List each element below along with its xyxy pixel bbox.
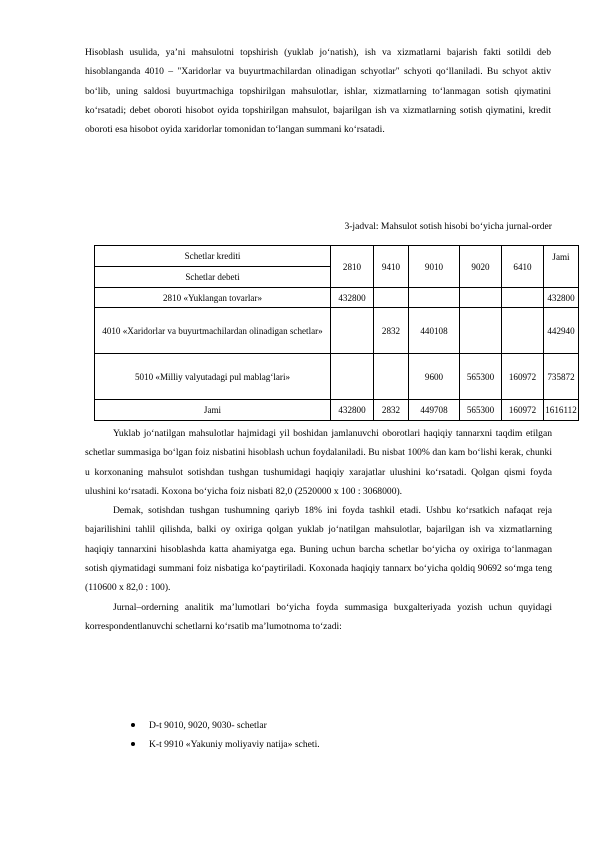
- table-cell: 565300: [460, 354, 502, 400]
- table-cell: [460, 288, 502, 308]
- table-cell: 565300: [460, 400, 502, 421]
- table-cell: [502, 288, 544, 308]
- table-cell: 9600: [409, 354, 460, 400]
- table-cell: [374, 288, 409, 308]
- table-row: [95, 288, 579, 308]
- row-total: 1616112: [544, 400, 579, 421]
- table-row: [95, 354, 579, 400]
- header-debit: Schetlar debeti: [95, 267, 331, 288]
- journal-order-table: [94, 245, 579, 421]
- table-cell: 2832: [374, 400, 409, 421]
- row-total: 442940: [544, 308, 579, 354]
- list-item-text: K-t 9910 «Yakuniy moliyaviy natija» scheti.: [149, 739, 320, 751]
- row-label: 4010 «Xaridorlar va buyurtmachilardan olinadigan schetlar»: [95, 308, 331, 354]
- bullet-list: [131, 716, 320, 755]
- list-item: [131, 735, 320, 754]
- table-cell: 432800: [331, 400, 374, 421]
- column-header: 9010: [409, 246, 460, 288]
- bullet-icon: [131, 742, 135, 746]
- table-header-row: [95, 246, 579, 267]
- table-cell: [409, 288, 460, 308]
- body-paragraph: Jurnal–orderning analitik ma’lumotlari bo‘yicha foyda summasiga buxgalteriyada yozish uchun quyidagi korrespondentlanuvchi schetlarni ko‘rsatib ma’lumotnoma to‘zadi:: [85, 601, 552, 632]
- header-credit: Schetlar krediti: [95, 246, 331, 267]
- table-row-total: [95, 400, 579, 421]
- body-paragraph: Demak, sotishdan tushgan tushumning qariyb 18% ini foyda tashkil etadi. Ushbu ko‘rsatkich nafaqat reja bajarilishini tahlil qilishda, balki oy oxiriga qolgan yuklab jo‘natilgan mahsulotlar, bajarilgan ish va xizmatlarning haqiqiy tannarxini hisoblashda katta ahamiyatga ega. Buning uchun barcha schetlar bo‘yicha oy oxiriga to‘lanmagan sotish qiymatidagi summani foiz nisbatiga ko‘paytiriladi. Koxonada haqiqiy tannarx bo‘yicha qoldiq 90692 so‘mga teng (110600 x 82,0 : 100).: [85, 505, 552, 594]
- table-caption: 3-jadval: Mahsulot sotish hisobi bo‘yicha jurnal-order: [344, 221, 552, 232]
- table-row: [95, 308, 579, 354]
- row-total: 735872: [544, 354, 579, 400]
- column-header: 2810: [331, 246, 374, 288]
- list-item: [131, 716, 320, 735]
- table-cell: 449708: [409, 400, 460, 421]
- row-label: 5010 «Milliy valyutadagi pul mablag‘lari»: [95, 354, 331, 400]
- table-cell: [374, 354, 409, 400]
- table-cell: 160972: [502, 354, 544, 400]
- column-header: 6410: [502, 246, 544, 288]
- column-header: 9020: [460, 246, 502, 288]
- list-item-text: D-t 9010, 9020, 9030- schetlar: [149, 720, 267, 731]
- intro-paragraph: Hisoblash usulida, ya’ni mahsulotni topshirish (yuklab jo‘natish), ish va xizmatlarni bajarish fakti sotildi deb hisoblanganda 4010 – "Xaridorlar va buyurtmachilardan olinadigan schyotlar" schyoti qo‘llaniladi. Bu schyot aktiv bo‘lib, uning saldosi buyurtmachiga topshirilgan mahsulotlar, ishlar, xizmatlarning to‘lanmagan sotish qiymatini ko‘rsatadi; debet oboroti hisobot oyida topshirilgan mahsulot, bajarilgan ish va xizmatlarning sotish qiymatini, kredit oboroti esa hisobot oyida xaridorlar tomonidan to‘langan summani ko‘rsatadi.: [85, 47, 551, 136]
- table-cell: 160972: [502, 400, 544, 421]
- body-paragraph: Yuklab jo‘natilgan mahsulotlar hajmidagi yil boshidan jamlanuvchi oborotlari haqiqiy tannarxni taqdim etilgan schetlar summasiga bo‘lgan foiz nisbatini hisoblash uchun foydalaniladi. Bu nisbat 100% dan kam bo‘lishi kerak, chunki u korxonaning mahsulot sotishdan tushgan tushumidagi haqiqiy xarajatlar ulushini ko‘rsatadi. Qolgan qismi foyda ulushini ko‘rsatadi. Koxona bo‘yicha foiz nisbati 82,0 (2520000 x 100 : 3068000).: [85, 428, 552, 497]
- table-cell: [502, 308, 544, 354]
- row-total: 432800: [544, 288, 579, 308]
- row-label: 2810 «Yuklangan tovarlar»: [95, 288, 331, 308]
- table-cell: 2832: [374, 308, 409, 354]
- table-cell: 440108: [409, 308, 460, 354]
- column-header-total: Jami: [544, 246, 579, 288]
- column-header: 9410: [374, 246, 409, 288]
- table-cell: [331, 354, 374, 400]
- table-cell: [331, 308, 374, 354]
- row-label: Jami: [95, 400, 331, 421]
- bullet-icon: [131, 723, 135, 727]
- body-text: [85, 424, 552, 636]
- table-cell: [460, 308, 502, 354]
- table-cell: 432800: [331, 288, 374, 308]
